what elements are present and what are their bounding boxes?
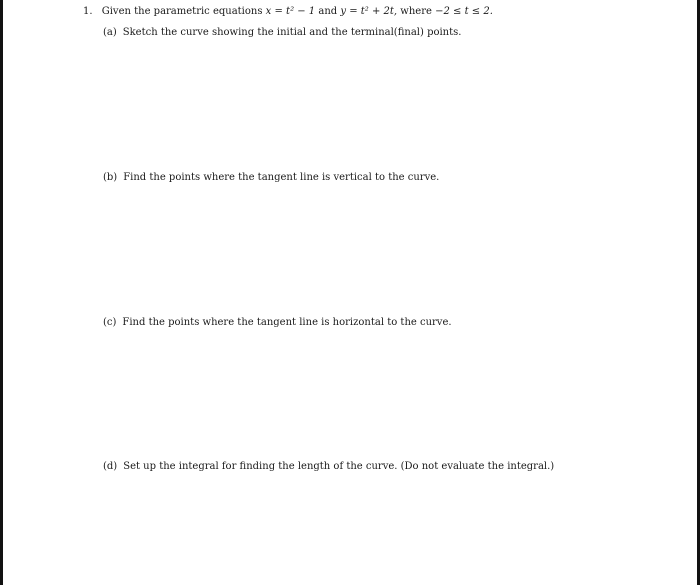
part-c-label: (c) [103,317,117,328]
equation-y: y = t² + 2t, [340,6,398,17]
part-b-label: (b) [103,172,118,183]
parameter-range: −2 ≤ t ≤ 2. [435,6,493,17]
part-a-text: Sketch the curve showing the initial and the terminal(final) points. [122,27,462,38]
part-a [103,26,461,40]
part-d-text: Set up the integral for finding the length of the curve. (Do not evaluate the integral.) [123,461,555,472]
left-border [0,0,3,585]
word-where: where [400,6,432,17]
part-d [103,460,554,474]
part-d-label: (d) [103,461,118,472]
problem-statement [83,5,493,19]
equation-x: x = t² − 1 [265,6,316,17]
problem-intro: Given the parametric equations [101,6,263,17]
part-a-label: (a) [103,27,117,38]
part-b [103,171,439,185]
conjunction-and: and [318,6,338,17]
part-c [103,316,452,330]
part-b-text: Find the points where the tangent line is vertical to the curve. [123,172,440,183]
problem-number: 1. [83,6,93,17]
part-c-text: Find the points where the tangent line is horizontal to the curve. [122,317,452,328]
